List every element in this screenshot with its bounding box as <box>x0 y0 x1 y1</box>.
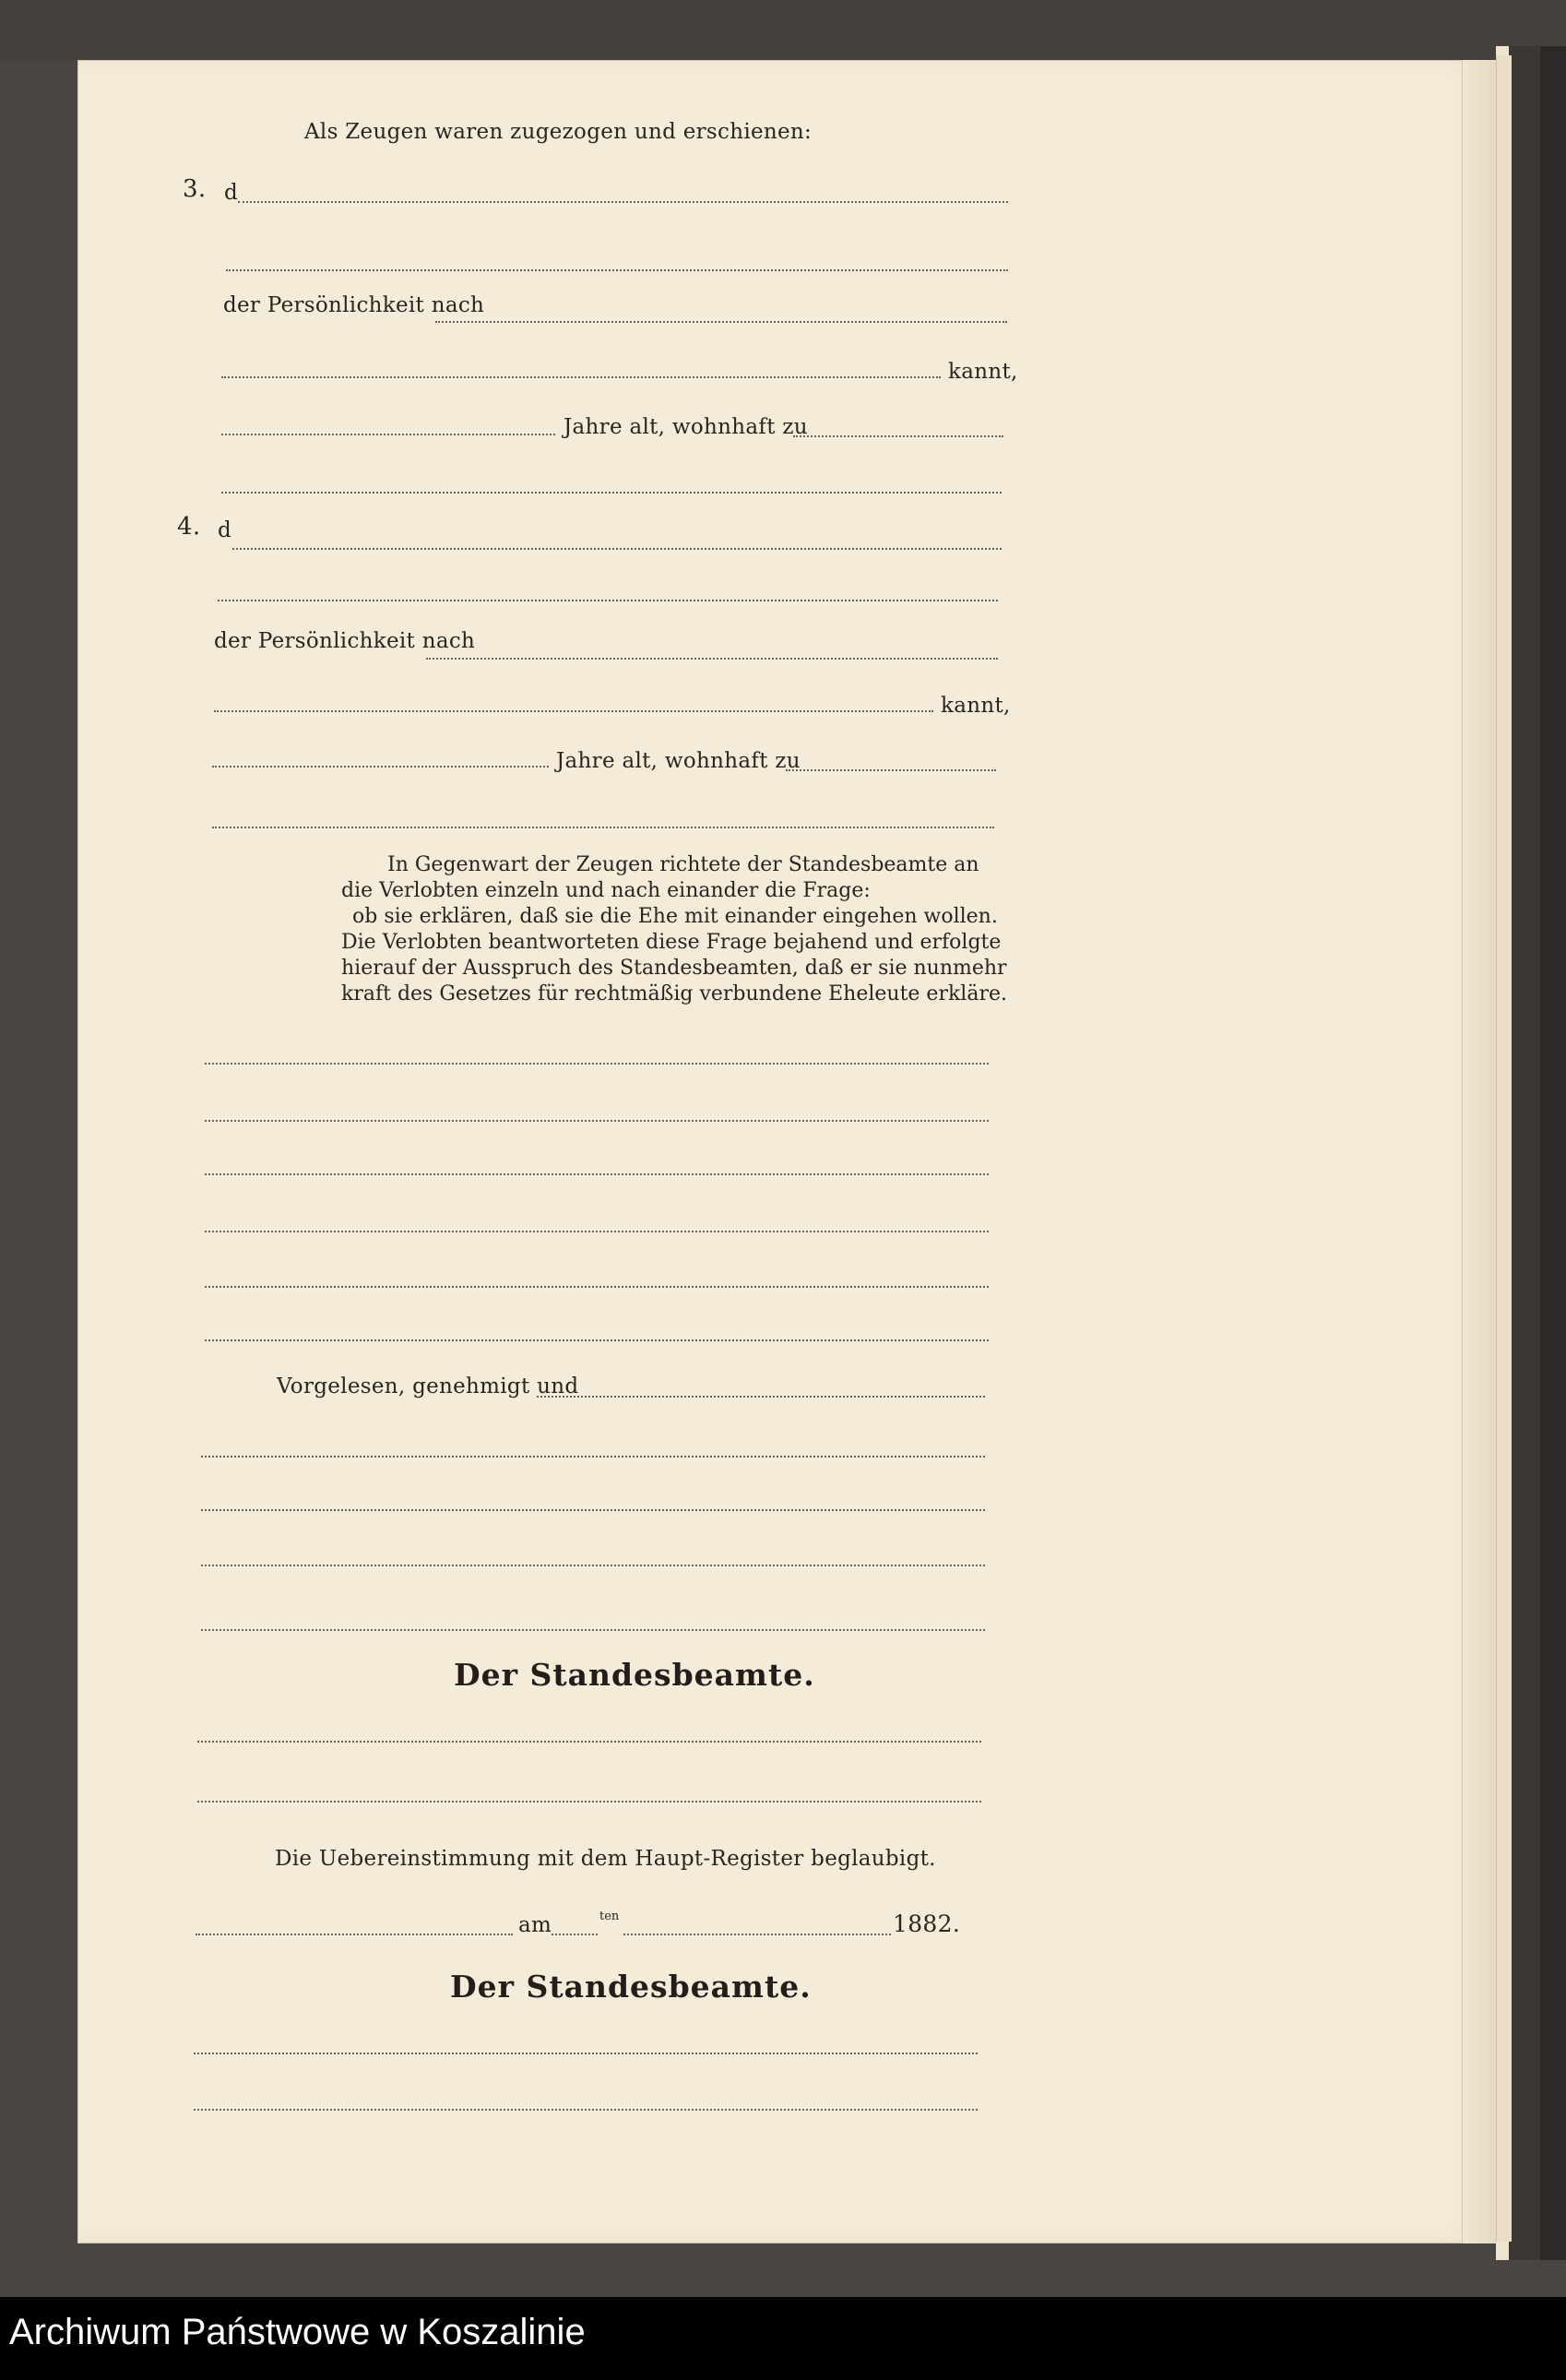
witness-3-number: 3. <box>183 175 207 203</box>
registrar-line-1 <box>197 1741 981 1743</box>
registrar-title-2: Der Standesbeamte. <box>450 1969 812 2005</box>
ceremony-line-3: ob sie erklären, daß sie die Ehe mit einander eingehen wollen. <box>352 905 998 928</box>
ceremony-line-5: hierauf der Ausspruch des Standesbeamten, daß er sie nunmehr <box>341 957 1007 980</box>
witness-3-age-line <box>221 434 555 435</box>
ceremony-line-1: In Gegenwart der Zeugen richtete der Standesbeamte an <box>387 853 979 876</box>
witness-4-line-6 <box>212 827 994 828</box>
document-page <box>77 60 1496 2243</box>
witness-3-name-line <box>238 201 1008 203</box>
witness-4-residence-line <box>786 769 996 771</box>
certification-text: Die Uebereinstimmung mit dem Haupt-Register beglaubigt. <box>275 1847 936 1871</box>
page-fold-shadow <box>1462 60 1496 2243</box>
blank-line-2 <box>205 1120 989 1122</box>
scan-background-top <box>0 0 1566 60</box>
ceremony-paragraph <box>341 852 1007 1007</box>
registrar-title-1: Der Standesbeamte. <box>454 1657 815 1693</box>
witness-4-line-2 <box>218 600 998 601</box>
witness-4-personality-label: der Persönlichkeit nach <box>214 629 476 653</box>
witness-3-age-residence-label: Jahre alt, wohnhaft zu <box>564 415 808 439</box>
ceremony-line-6: kraft des Gesetzes für rechtmäßig verbundene Eheleute erkläre. <box>341 982 1007 1006</box>
witnesses-intro: Als Zeugen waren zugezogen und erschienen: <box>304 120 813 144</box>
month-line <box>623 1934 891 1935</box>
signature-line-3 <box>201 1565 985 1566</box>
read-approved-label: Vorgelesen, genehmigt und <box>277 1374 579 1398</box>
witness-3-kannt-label: kannt, <box>948 360 1018 384</box>
ceremony-line-2: die Verlobten einzeln und nach einander die Frage: <box>341 879 871 902</box>
ten-suffix: ten <box>599 1910 620 1923</box>
blank-line-1 <box>205 1063 989 1065</box>
witness-3-personality-label: der Persönlichkeit nach <box>223 293 485 317</box>
place-line <box>196 1934 513 1935</box>
blank-line-5 <box>205 1286 989 1288</box>
year-label: 1882. <box>893 1910 961 1937</box>
signature-line-4 <box>201 1629 985 1631</box>
witness-3-residence-line <box>793 435 1003 437</box>
witness-3-known-line <box>221 376 941 378</box>
witness-4-kannt-label: kannt, <box>941 694 1011 718</box>
witness-3-personality-line <box>435 321 1007 323</box>
next-page-edge <box>1496 55 1512 2242</box>
blank-line-6 <box>205 1339 989 1341</box>
witness-4-age-residence-label: Jahre alt, wohnhaft zu <box>556 749 801 773</box>
blank-line-3 <box>205 1173 989 1175</box>
witness-3-d: d <box>224 181 239 205</box>
archive-name: Archiwum Państwowe w Koszalinie <box>9 2312 586 2352</box>
witness-3-line-2 <box>226 269 1008 271</box>
witness-4-name-line <box>232 548 1002 550</box>
registrar-2-line-1 <box>194 2053 978 2054</box>
day-line <box>552 1934 598 1935</box>
registrar-2-line-2 <box>194 2109 978 2111</box>
signature-line-2 <box>201 1509 985 1511</box>
blank-line-4 <box>205 1231 989 1232</box>
witness-4-personality-line <box>426 658 998 660</box>
witness-4-known-line <box>214 710 933 712</box>
witness-4-d: d <box>218 518 232 542</box>
read-approved-line <box>537 1396 985 1398</box>
signature-line-1 <box>201 1456 985 1458</box>
registrar-line-2 <box>197 1801 981 1803</box>
am-label: am <box>518 1913 552 1937</box>
witness-4-number: 4. <box>177 513 201 541</box>
witness-4-age-line <box>212 766 549 768</box>
ceremony-line-4: Die Verlobten beantworteten diese Frage bejahend und erfolgte <box>341 931 1002 954</box>
witness-3-line-6 <box>221 492 1002 494</box>
